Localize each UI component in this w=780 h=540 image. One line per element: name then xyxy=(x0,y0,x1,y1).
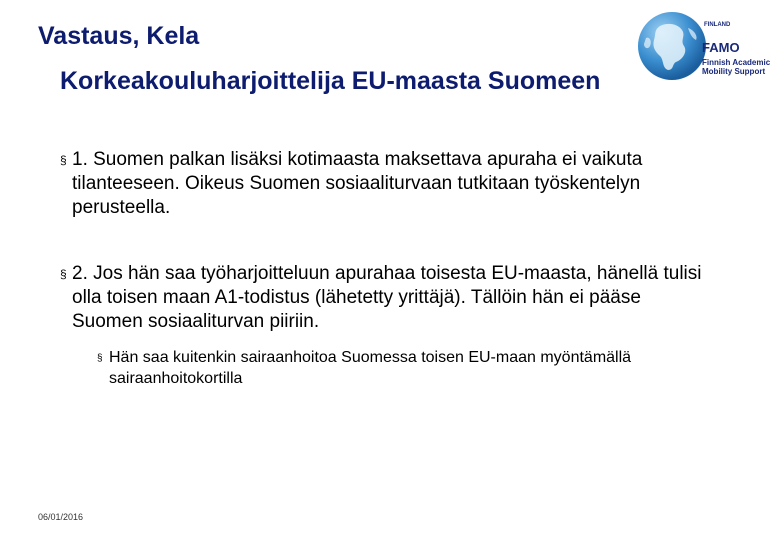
slide-title: Vastaus, Kela xyxy=(38,22,200,50)
bullet-item-1 xyxy=(60,148,712,220)
logo-name: FAMO xyxy=(702,40,740,55)
famo-logo xyxy=(634,8,774,88)
slide-subtitle: Korkeakouluharjoittelija EU-maasta Suomeen xyxy=(60,67,601,95)
bullet-mark: § xyxy=(60,153,67,167)
logo-tagline-2: Mobility Support xyxy=(702,67,766,76)
sub-bullet-text: Hän saa kuitenkin sairaanhoitoa Suomessa toisen EU-maan myöntämällä sairaanhoitokortilla xyxy=(109,349,632,387)
sub-bullet-item xyxy=(97,347,669,389)
bullet-item-2 xyxy=(60,262,712,334)
slide-date: 06/01/2016 xyxy=(38,512,84,522)
logo-country-label: FINLAND xyxy=(704,22,731,28)
bullet-text: 1. Suomen palkan lisäksi kotimaasta maksettava apuraha ei vaikuta tilanteeseen. Oikeus Suomen sosiaaliturvaan tutkitaan työskentelyn perusteella. xyxy=(72,149,643,218)
globe-icon xyxy=(634,8,710,84)
bullet-mark: § xyxy=(60,267,67,281)
logo-tagline-1: Finnish Academic xyxy=(702,58,771,67)
bullet-mark: § xyxy=(97,353,103,364)
bullet-text: 2. Jos hän saa työharjoitteluun apurahaa toisesta EU-maasta, hänellä tulisi olla toisen maan A1-todistus (lähetetty yrittäjä). Tällöin hän ei pääse Suomen sosiaaliturvan piiriin. xyxy=(72,263,702,332)
